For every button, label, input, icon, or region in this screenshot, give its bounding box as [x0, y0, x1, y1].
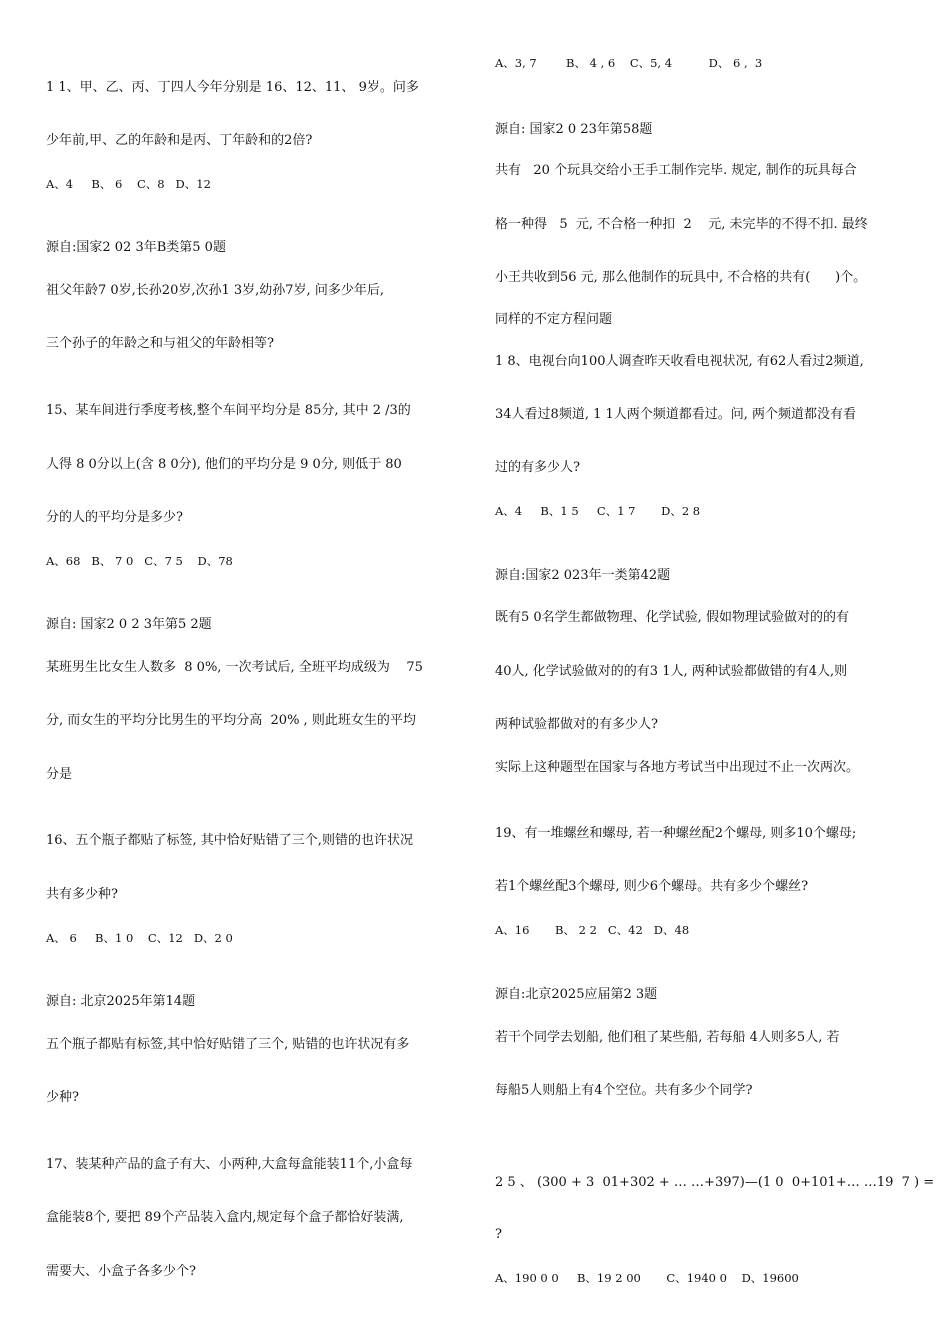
text-line: 1 1、甲、乙、丙、丁四人今年分别是 16、12、11、 9岁。问多 — [46, 80, 419, 95]
text-line: 40人, 化学试验做对的的有3 1人, 两种试验都做错的有4人,则 — [495, 664, 848, 679]
text-line: 分, 而女生的平均分比男生的平均分高 20% , 则此班女生的平均 — [46, 713, 416, 728]
text-line: 15、某车间进行季度考核,整个车间平均分是 85分, 其中 2 /3的 — [46, 403, 411, 418]
text-line: 源自: 国家2 0 23年第58题 — [495, 122, 653, 137]
text-line: 盒能装8个, 要把 89个产品装入盒内,规定每个盒子都恰好装满, — [46, 1210, 404, 1225]
text-line: 祖父年龄7 0岁,长孙20岁,次孙1 3岁,幼孙7岁, 问多少年后, — [46, 283, 384, 298]
text-line: 源自: 国家2 0 2 3年第5 2题 — [46, 617, 212, 632]
text-line: 源自:北京2025应届第2 3题 — [495, 987, 658, 1002]
text-line: ? — [495, 1227, 502, 1242]
text-line: 16、五个瓶子都贴了标签, 其中恰好贴错了三个,则错的也许状况 — [46, 833, 413, 848]
text-line: 34人看过8频道, 1 1人两个频道都看过。问, 两个频道都没有看 — [495, 407, 857, 422]
text-line: 两种试验都做对的有多少人? — [495, 717, 658, 732]
answer-options-line: A、4 B、 6 C、8 D、12 — [46, 177, 211, 191]
text-line: 若1个螺丝配3个螺母, 则少6个螺母。共有多少个螺丝? — [495, 879, 809, 894]
text-line: 格一种得 5 元, 不合格一种扣 2 元, 未完毕的不得不扣. 最终 — [495, 217, 868, 232]
text-line: 1 8、电视台向100人调查昨天收看电视状况, 有62人看过2频道, — [495, 354, 864, 369]
text-line: 源自:国家2 02 3年B类第5 0题 — [46, 240, 226, 255]
answer-options-line: A、3, 7 B、 4 , 6 C、5, 4 D、 6 , 3 — [495, 56, 763, 70]
text-line: 五个瓶子都贴有标签,其中恰好贴错了三个, 贴错的也许状况有多 — [46, 1037, 410, 1052]
text-line: 17、装某种产品的盒子有大、小两种,大盒每盒能装11个,小盒每 — [46, 1157, 413, 1172]
text-line: 既有5 0名学生都做物理、化学试验, 假如物理试验做对的的有 — [495, 610, 849, 625]
text-line: 共有 20 个玩具交给小王手工制作完毕. 规定, 制作的玩具每合 — [495, 163, 857, 178]
text-line: 若干个同学去划船, 他们租了某些船, 若每船 4人则多5人, 若 — [495, 1030, 840, 1045]
answer-options-line: A、68 B、 7 0 C、7 5 D、78 — [46, 554, 233, 568]
answer-options-line: A、16 B、 2 2 C、42 D、48 — [495, 923, 690, 937]
answer-options-line: A、190 0 0 B、19 2 00 C、1940 0 D、19600 — [495, 1271, 799, 1285]
text-line: 少年前,甲、乙的年龄和是丙、丁年龄和的2倍? — [46, 133, 313, 148]
text-line: 人得 8 0分以上(含 8 0分), 他们的平均分是 9 0分, 则低于 80 — [46, 457, 402, 472]
text-line: 分的人的平均分是多少? — [46, 510, 183, 525]
text-line: 共有多少种? — [46, 887, 118, 902]
text-line: 2 5 、 (300 + 3 01+302 + … …+397)—(1 0 0+101+… …19 7 ) = — [495, 1175, 935, 1190]
text-line: 源自: 北京2025年第14题 — [46, 994, 196, 1009]
text-line: 某班男生比女生人数多 8 0%, 一次考试后, 全班平均成级为 75 — [46, 660, 423, 675]
text-line: 19、有一堆螺丝和螺母, 若一种螺丝配2个螺母, 则多10个螺母; — [495, 826, 857, 841]
text-line: 需要大、小盒子各多少个? — [46, 1264, 196, 1279]
text-line: 小王共收到56 元, 那么他制作的玩具中, 不合格的共有( )个。 — [495, 270, 867, 285]
text-line: 分是 — [46, 767, 73, 782]
text-line: 同样的不定方程问题 — [495, 312, 613, 327]
text-line: 三个孙子的年龄之和与祖父的年龄相等? — [46, 336, 274, 351]
text-line: 过的有多少人? — [495, 460, 580, 475]
text-line: 少种? — [46, 1090, 79, 1105]
text-line: 源自:国家2 023年一类第42题 — [495, 568, 671, 583]
answer-options-line: A、4 B、1 5 C、1 7 D、2 8 — [495, 504, 701, 518]
answer-options-line: A、 6 B、1 0 C、12 D、2 0 — [46, 931, 233, 945]
text-line: 实际上这种题型在国家与各地方考试当中出现过不止一次两次。 — [495, 760, 860, 775]
text-line: 每船5人则船上有4个空位。共有多少个同学? — [495, 1083, 753, 1098]
